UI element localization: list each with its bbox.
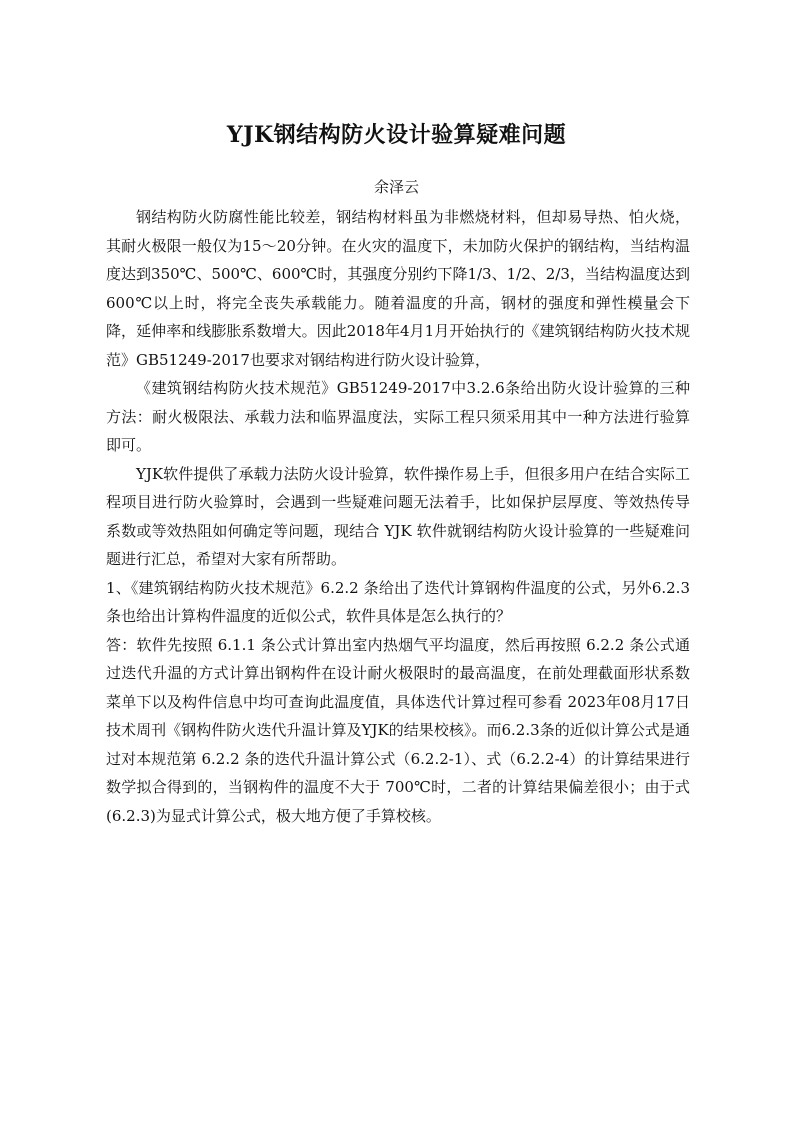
- author-name: 余泽云: [373, 178, 419, 196]
- answer-1: 答：软件先按照 6.1.1 条公式计算出室内热烟气平均温度，然后再按照 6.2.2 条公式通过迭代升温的方式计算出钢构件在设计耐火极限时的最高温度，在前处理截面形状系数菜单下以及构件信息中均可查询此温度值，具体迭代计算过程可参看 2023年08月17日技术周刊《钢构件防火迭代升温计算及YJK的结果校核》。而6.2.3条的近似计算公式是通过对本规范第 6.2.2 条的迭代升温计算公式（6.2.2-1）、式（6.2.2-4）的计算结果进行数学拟合得到的，当钢构件的温度不大于 700℃时，二者的计算结果偏差很小；由于式(6.2.3)为显式计算公式，极大地方便了手算校核。: [106, 635, 690, 825]
- paragraph-yjk: YJK软件提供了承载力法防火设计验算，软件操作易上手，但很多用户在结合实际工程项目进行防火验算时，会遇到一些疑难问题无法着手，比如保护层厚度、等效热传导系数或等效热阻如何确定等问题，现结合 YJK 软件就钢结构防火设计验算的一些疑难问题进行汇总，希望对大家有所帮助。: [106, 464, 690, 568]
- paragraph-intro: 钢结构防火防腐性能比较差，钢结构材料虽为非燃烧材料，但却易导热、怕火烧，其耐火极限一般仅为15～20分钟。在火灾的温度下，未加防火保护的钢结构，当结构温度达到350℃、500℃、600℃时，其强度分别约下降1/3、1/2、2/3，当结构温度达到600℃以上时，将完全丧失承载能力。随着温度的升高，钢材的强度和弹性模量会下降，延伸率和线膨胀系数增大。因此2018年4月1月开始执行的《建筑钢结构防火技术规范》GB51249-2017也要求对钢结构进行防火设计验算，: [106, 208, 690, 369]
- document-title: YJK钢结构防火设计验算疑难问题: [226, 122, 567, 148]
- question-1: 1、《建筑钢结构防火技术规范》6.2.2 条给出了迭代计算钢构件温度的公式，另外6.2.3条也给出计算构件温度的近似公式，软件具体是怎么执行的？: [106, 578, 690, 625]
- paragraph-methods: 《建筑钢结构防火技术规范》GB51249-2017中3.2.6条给出防火设计验算的三种方法：耐火极限法、承载力法和临界温度法，实际工程只须采用其中一种方法进行验算即可。: [106, 379, 690, 454]
- document-body: [106, 203, 690, 830]
